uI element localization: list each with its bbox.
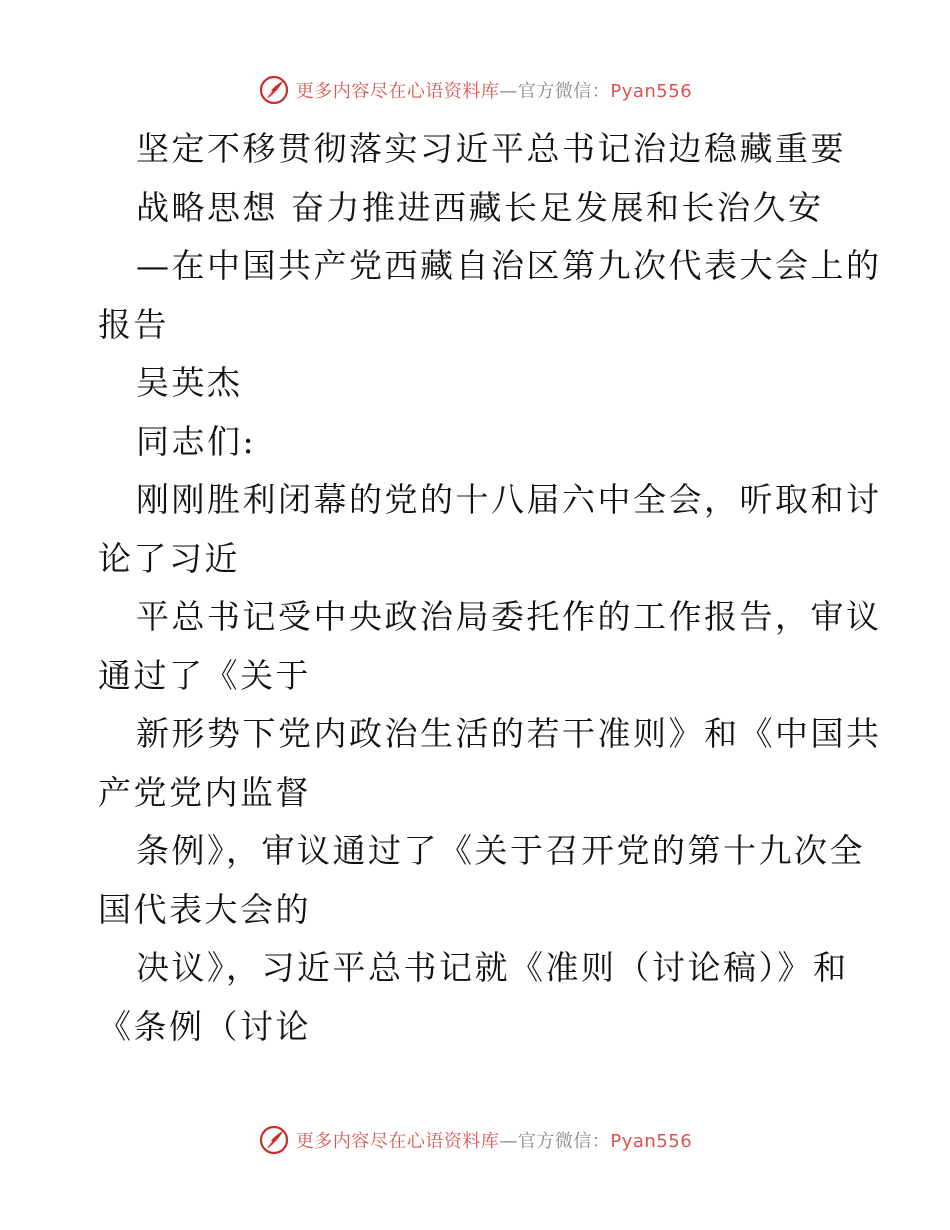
paragraph-line: 通过了《关于 <box>98 655 311 695</box>
salutation: 同志们: <box>136 421 257 461</box>
watermark-wechat-id: Pyan556 <box>610 1131 693 1152</box>
watermark-text <box>296 1127 692 1153</box>
paragraph-line: 刚刚胜利闭幕的党的十八届六中全会，听取和讨 <box>136 480 882 519</box>
title-line-1: 坚定不移贯彻落实习近平总书记治边稳藏重要 <box>136 129 846 168</box>
watermark-text <box>296 77 692 103</box>
paragraph-line: 产党党内监督 <box>98 772 311 812</box>
paragraph-line: 平总书记受中央政治局委托作的工作报告，审议 <box>136 597 882 636</box>
author-name: 吴英杰 <box>136 363 243 402</box>
watermark-label: —官方微信： <box>499 81 611 102</box>
paragraph-line: 论了习近 <box>98 538 240 578</box>
subtitle-line-2: 报告 <box>98 304 169 344</box>
paragraph-line: 《条例（讨论 <box>98 1006 311 1046</box>
feather-pen-logo-icon <box>258 1124 290 1156</box>
paragraph-line: 新形势下党内政治生活的若干准则》和《中国共 <box>136 714 882 753</box>
watermark-wechat-id: Pyan556 <box>610 81 693 102</box>
watermark-brand: 更多内容尽在心语资料库 <box>295 1131 500 1152</box>
watermark-label: —官方微信： <box>499 1131 611 1152</box>
paragraph-line: 条例》，审议通过了《关于召开党的第十九次全 <box>136 831 865 870</box>
feather-pen-logo-icon <box>258 74 290 106</box>
subtitle-line-1: —在中国共产党西藏自治区第九次代表大会上的 <box>136 246 882 285</box>
paragraph-line: 决议》，习近平总书记就《准则（讨论稿）》和 <box>136 948 849 987</box>
document-body <box>98 120 882 1056</box>
watermark-brand: 更多内容尽在心语资料库 <box>295 81 500 102</box>
title-line-2: 战略思想 奋力推进西藏长足发展和长治久安 <box>136 187 824 227</box>
header-watermark <box>0 70 950 110</box>
paragraph-line: 国代表大会的 <box>98 889 311 929</box>
footer-watermark <box>0 1120 950 1160</box>
